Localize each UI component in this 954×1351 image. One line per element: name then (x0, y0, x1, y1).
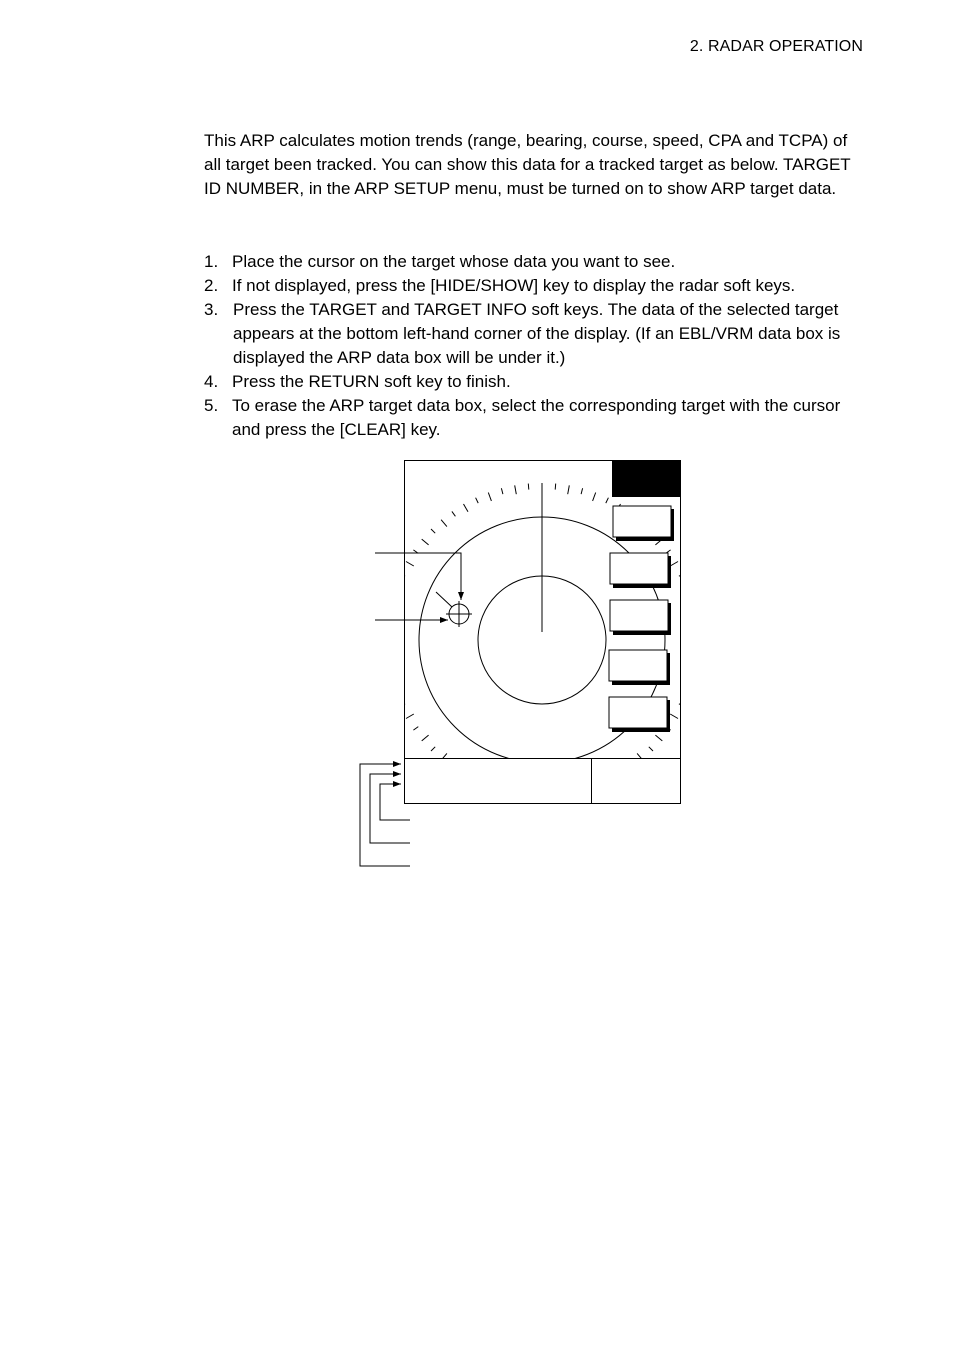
bearing-tick (422, 539, 429, 545)
bearing-tick (593, 779, 596, 787)
bearing-tick (441, 753, 447, 760)
bearing-tick (581, 786, 583, 792)
section-header: 2. RADAR OPERATION (689, 38, 863, 55)
bearing-tick (390, 599, 396, 601)
bearing-tick (501, 488, 503, 494)
soft-key[interactable] (609, 650, 670, 685)
soft-keys (609, 506, 674, 732)
bearing-tick (387, 613, 396, 615)
bearing-tick (568, 786, 570, 795)
bearing-tick (413, 727, 418, 731)
step-number: 2. (204, 276, 219, 295)
bearing-tick (488, 493, 491, 501)
bearing-tick (422, 735, 429, 741)
bearing-tick (528, 484, 529, 490)
bearing-tick (476, 777, 479, 782)
bearing-tick (593, 493, 596, 501)
step-number: 4. (204, 372, 219, 391)
bearing-tick (692, 653, 698, 654)
step-number: 5. (204, 396, 219, 415)
bearing-tick (452, 511, 456, 516)
bearing-tick (452, 764, 456, 769)
step-text: If not displayed, press the [HIDE/SHOW] key to display the radar soft keys. (232, 276, 796, 295)
bearing-tick (395, 586, 403, 589)
step-number: 3. (204, 300, 219, 319)
bearing-tick (386, 626, 392, 627)
soft-key[interactable] (609, 697, 670, 732)
bearing-tick (431, 747, 435, 751)
bearing-tick (670, 562, 678, 567)
soft-key[interactable] (610, 600, 671, 635)
bearing-tick (649, 747, 653, 751)
bearing-tick (606, 498, 609, 503)
bearing-tick (528, 790, 529, 796)
bearing-tick (655, 735, 662, 741)
step-text: Place the cursor on the target whose data you want to see. (232, 252, 676, 271)
bearing-tick (688, 599, 694, 601)
bearing-tick (488, 779, 491, 787)
bearing-tick (688, 666, 697, 668)
bearing-tick (441, 520, 447, 527)
bearing-tick (692, 626, 698, 627)
bearing-tick (679, 574, 684, 577)
bearing-tick (476, 498, 479, 503)
bearing-tick (688, 613, 697, 615)
step-text: To erase the ARP target data box, select the corresponding target with the cursor and press the [CLEAR] key. (232, 396, 841, 439)
bearing-tick (395, 691, 403, 694)
bearing-tick (688, 679, 694, 681)
bearing-tick (568, 485, 570, 494)
bearing-tick (606, 777, 609, 782)
menu-indicator-block (612, 461, 680, 497)
bearing-tick (679, 704, 684, 707)
bearing-tick (616, 768, 621, 776)
bearing-tick (637, 753, 643, 760)
step-number: 1. (204, 252, 219, 271)
bearing-tick (555, 484, 556, 490)
tracked-target-symbol (436, 592, 472, 627)
bearing-tick (386, 653, 392, 654)
bearing-tick (629, 764, 633, 769)
bearing-tick (515, 485, 517, 494)
bearing-tick (431, 529, 435, 533)
bearing-tick (581, 488, 583, 494)
intro-paragraph: This ARP calculates motion trends (range, bearing, course, speed, CPA and TCPA) of all target been tracked. You can show this data for a tracked target as below. TARGET ID NUMBER, in the ARP SETUP menu, must be turned on to show ARP target data. (204, 131, 851, 198)
bearing-tick (406, 562, 414, 567)
bearing-tick (464, 504, 469, 512)
bearing-tick (501, 786, 503, 792)
bearing-tick (555, 790, 556, 796)
step-text: Press the TARGET and TARGET INFO soft keys. The data of the selected target appears at the bottom left-hand corner of the display. (If an EBL/VRM data box is displayed the ARP data box will be under it.) (233, 300, 841, 367)
bearing-tick (515, 786, 517, 795)
bearing-tick (681, 586, 689, 589)
bearing-tick (464, 768, 469, 776)
soft-key[interactable] (610, 553, 671, 588)
soft-key[interactable] (613, 506, 674, 541)
target-vector (436, 592, 452, 607)
bearing-tick (390, 679, 396, 681)
bearing-tick (387, 666, 396, 668)
data-box-leaders (360, 764, 410, 866)
bearing-tick (681, 691, 689, 694)
bearing-tick (670, 714, 678, 719)
bearing-tick (406, 714, 414, 719)
step-text: Press the RETURN soft key to finish. (232, 372, 511, 391)
